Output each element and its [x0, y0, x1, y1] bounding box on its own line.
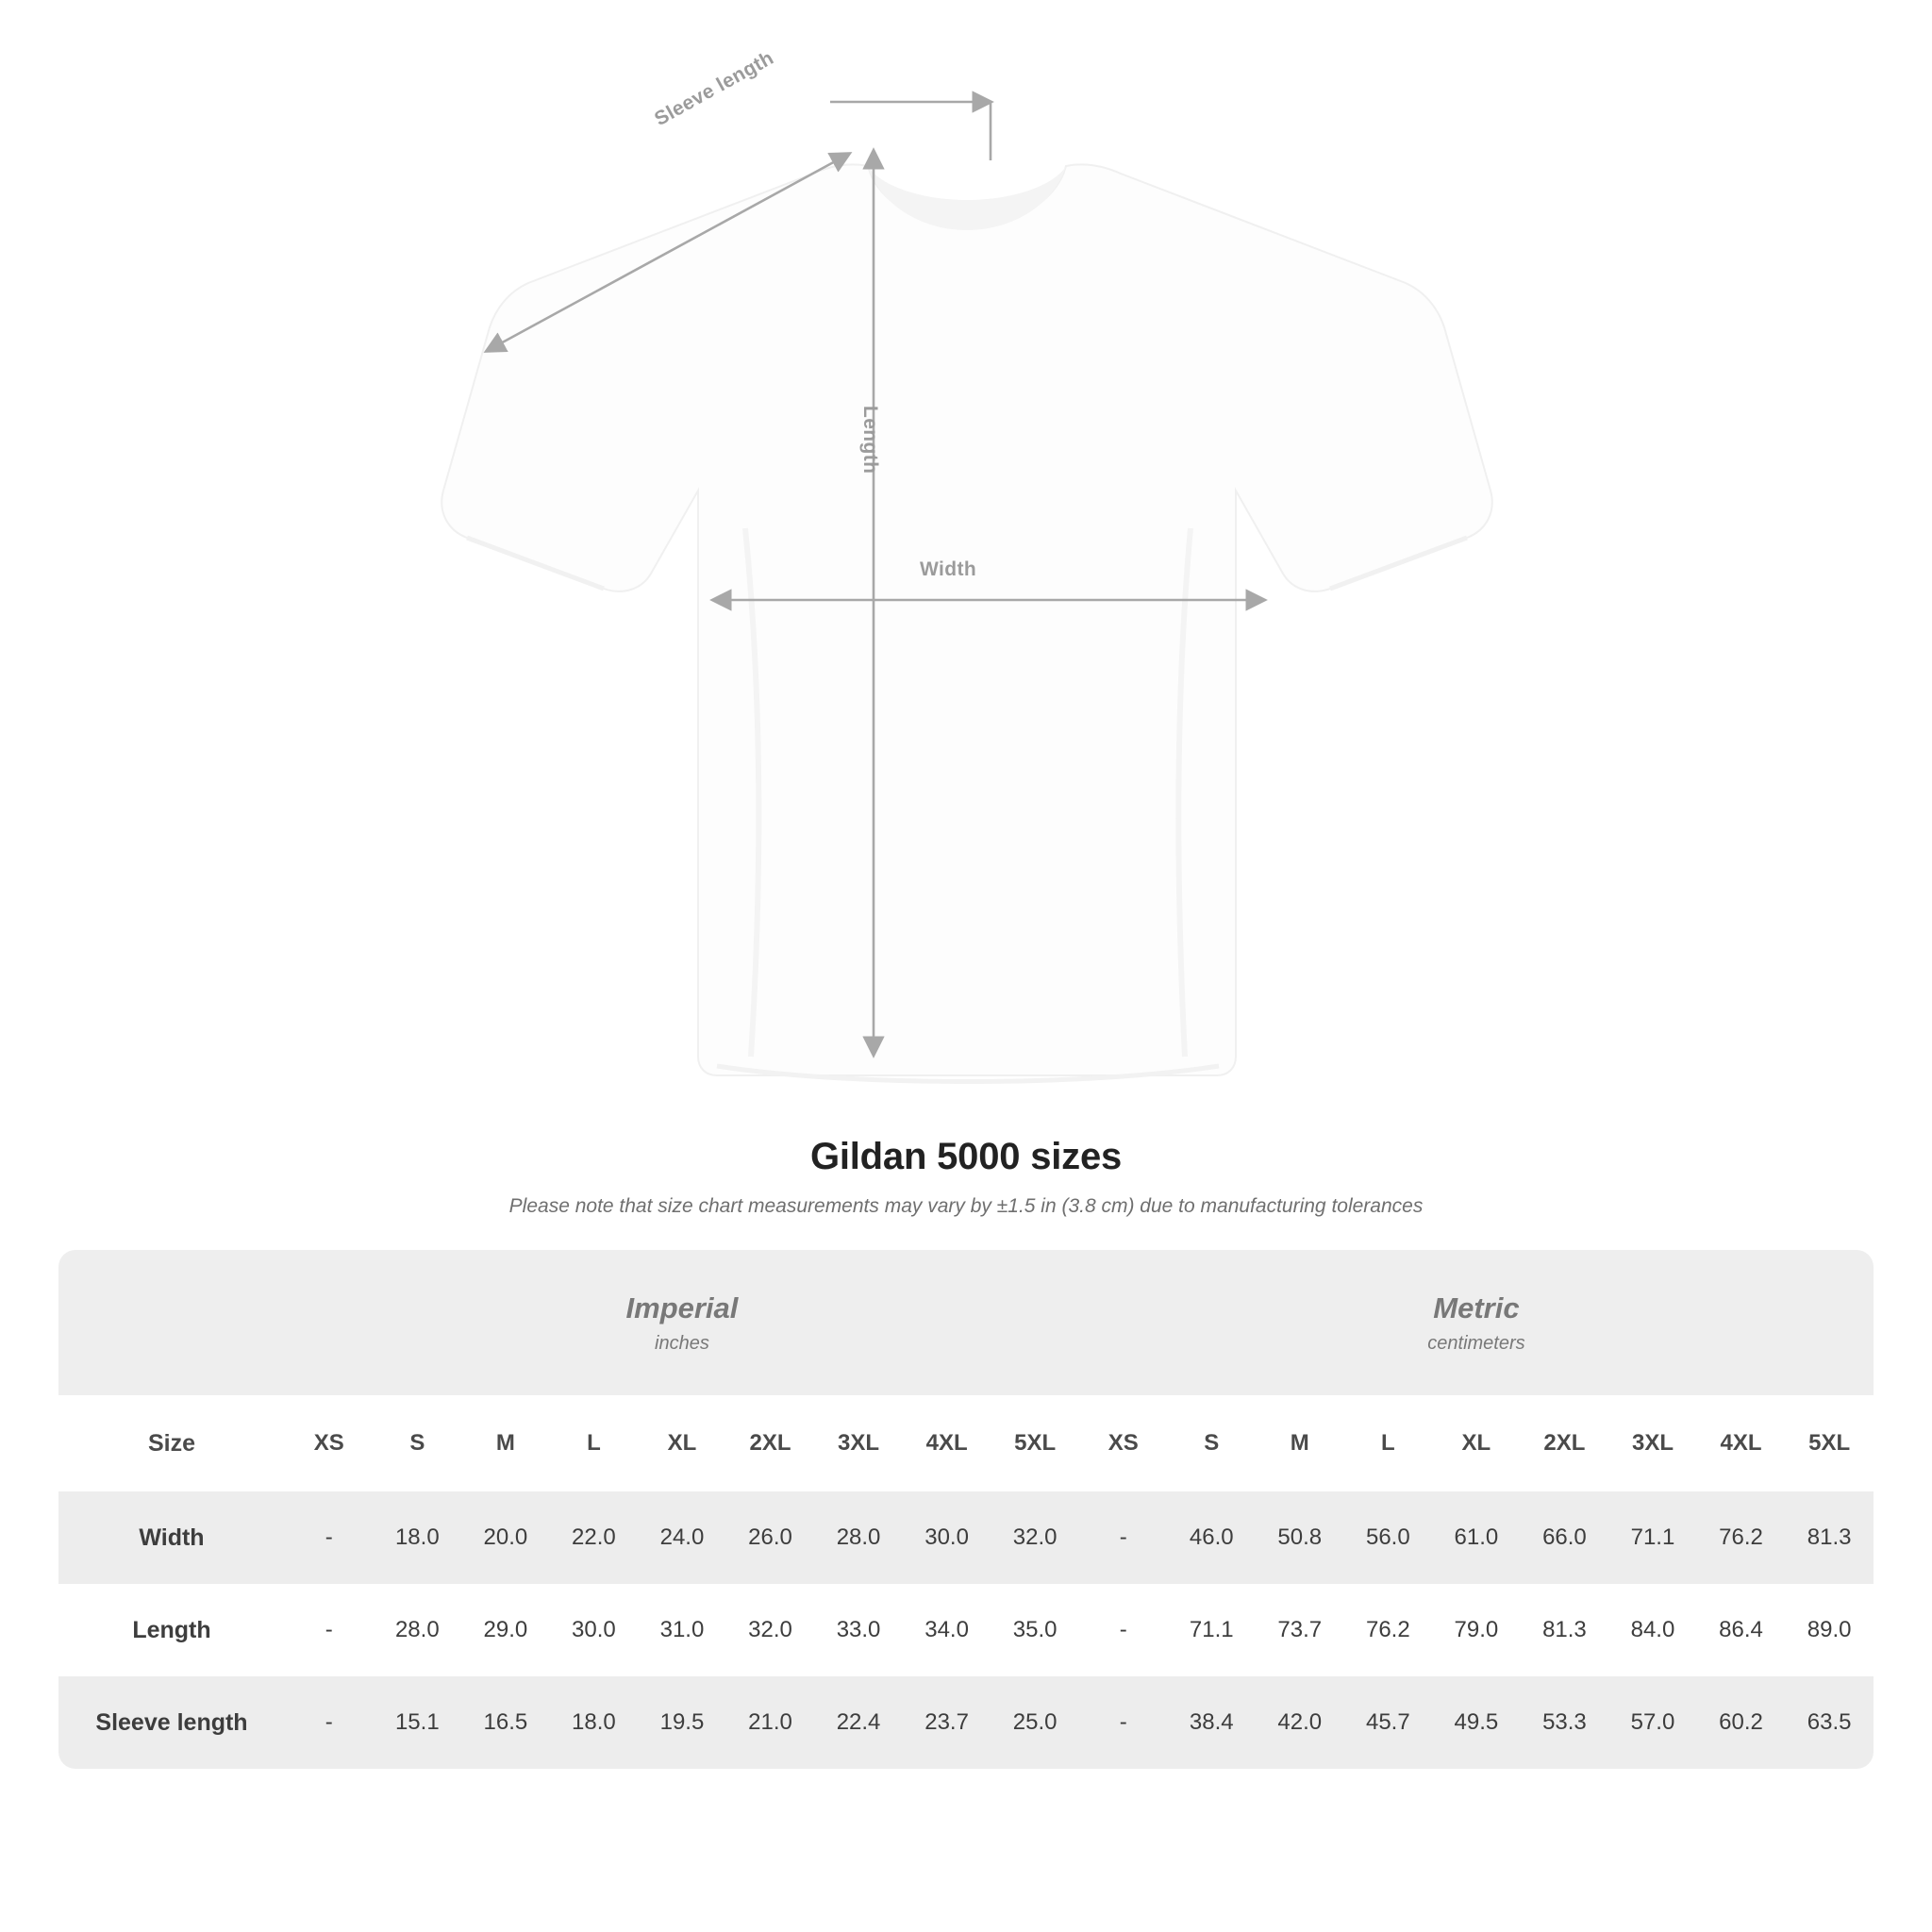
size-col-header: S: [1167, 1395, 1256, 1491]
row-header-sleeve-length: Sleeve length: [58, 1676, 285, 1769]
measurement-cell: 30.0: [903, 1491, 991, 1584]
measurement-cell: 73.7: [1256, 1584, 1344, 1676]
measurement-cell: 25.0: [991, 1676, 1079, 1769]
measurement-cell: -: [285, 1584, 374, 1676]
size-col-header: 4XL: [1697, 1395, 1786, 1491]
size-col-header: L: [550, 1395, 639, 1491]
measurement-cell: 24.0: [638, 1491, 726, 1584]
measurement-cell: 33.0: [814, 1584, 903, 1676]
table-row: [58, 1676, 1874, 1769]
measurement-cell: 16.5: [461, 1676, 550, 1769]
size-table-body: [58, 1491, 1874, 1769]
unit-header-row: [58, 1250, 1874, 1395]
size-col-header: 5XL: [991, 1395, 1079, 1491]
measurement-cell: 29.0: [461, 1584, 550, 1676]
tshirt-shape: [441, 164, 1491, 1081]
measurement-cell: 89.0: [1785, 1584, 1874, 1676]
measurement-cell: 38.4: [1167, 1676, 1256, 1769]
length-label: Length: [859, 406, 881, 475]
measurement-cell: 81.3: [1521, 1584, 1609, 1676]
measurement-cell: 66.0: [1521, 1491, 1609, 1584]
size-col-header: S: [374, 1395, 462, 1491]
size-col-header: XL: [1432, 1395, 1521, 1491]
measurement-cell: -: [285, 1676, 374, 1769]
measurement-cell: 53.3: [1521, 1676, 1609, 1769]
measurement-cell: 31.0: [638, 1584, 726, 1676]
size-col-header: 5XL: [1785, 1395, 1874, 1491]
measurement-cell: -: [285, 1491, 374, 1584]
size-col-header: M: [1256, 1395, 1344, 1491]
measurement-cell: 28.0: [814, 1491, 903, 1584]
measurement-cell: 18.0: [550, 1676, 639, 1769]
measurement-cell: 45.7: [1344, 1676, 1433, 1769]
unit-imperial-sub: inches: [655, 1332, 709, 1354]
table-row: [58, 1491, 1874, 1584]
measurement-cell: 32.0: [726, 1584, 815, 1676]
measurement-cell: 15.1: [374, 1676, 462, 1769]
sleeve-length-label: Sleeve length: [651, 46, 778, 131]
page-title: Gildan 5000 sizes: [809, 1136, 1123, 1177]
size-col-header: 2XL: [726, 1395, 815, 1491]
unit-imperial-name: Imperial: [625, 1291, 739, 1324]
size-col-header: XS: [285, 1395, 374, 1491]
measurement-cell: -: [1079, 1491, 1168, 1584]
size-col-header: 3XL: [814, 1395, 903, 1491]
measurement-cell: 20.0: [461, 1491, 550, 1584]
measurement-cell: 42.0: [1256, 1676, 1344, 1769]
measurement-cell: -: [1079, 1676, 1168, 1769]
measurement-cell: 49.5: [1432, 1676, 1521, 1769]
measurement-cell: 79.0: [1432, 1584, 1521, 1676]
size-header-row: [58, 1395, 1874, 1491]
size-col-header: XS: [1079, 1395, 1168, 1491]
measurement-cell: 76.2: [1697, 1491, 1786, 1584]
measurement-cell: 57.0: [1608, 1676, 1697, 1769]
measurement-cell: 28.0: [374, 1584, 462, 1676]
unit-metric-sub: centimeters: [1427, 1332, 1525, 1354]
measurement-cell: 50.8: [1256, 1491, 1344, 1584]
measurement-cell: 30.0: [550, 1584, 639, 1676]
title-block: [0, 1136, 1932, 1218]
size-col-header: L: [1344, 1395, 1433, 1491]
measurement-cell: 76.2: [1344, 1584, 1433, 1676]
size-col-header: M: [461, 1395, 550, 1491]
measurement-cell: 60.2: [1697, 1676, 1786, 1769]
measurement-cell: -: [1079, 1584, 1168, 1676]
measurement-cell: 81.3: [1785, 1491, 1874, 1584]
measurement-cell: 86.4: [1697, 1584, 1786, 1676]
measurement-cell: 35.0: [991, 1584, 1079, 1676]
size-col-header: 4XL: [903, 1395, 991, 1491]
measurement-cell: 19.5: [638, 1676, 726, 1769]
size-col-header: 2XL: [1521, 1395, 1609, 1491]
size-table-wrapper: [58, 1250, 1874, 1769]
row-header-width: Width: [58, 1491, 285, 1584]
unit-imperial-cell: [285, 1250, 1079, 1395]
size-col-header: 3XL: [1608, 1395, 1697, 1491]
measurement-cell: 71.1: [1167, 1584, 1256, 1676]
measurement-cell: 21.0: [726, 1676, 815, 1769]
measurement-cell: 61.0: [1432, 1491, 1521, 1584]
measurement-cell: 23.7: [903, 1676, 991, 1769]
table-corner-cell: [58, 1250, 285, 1395]
measurement-cell: 22.4: [814, 1676, 903, 1769]
tolerance-note: Please note that size chart measurements may vary by ±1.5 in (3.8 cm) due to manufacturing tolerances: [508, 1195, 1424, 1217]
measurement-cell: 71.1: [1608, 1491, 1697, 1584]
measurement-cell: 18.0: [374, 1491, 462, 1584]
size-table: [58, 1250, 1874, 1769]
measurement-cell: 56.0: [1344, 1491, 1433, 1584]
measurement-cell: 46.0: [1167, 1491, 1256, 1584]
row-header-length: Length: [58, 1584, 285, 1676]
size-col-header: XL: [638, 1395, 726, 1491]
measurement-cell: 22.0: [550, 1491, 639, 1584]
measurement-cell: 63.5: [1785, 1676, 1874, 1769]
size-header-label: Size: [58, 1395, 285, 1491]
width-label: Width: [920, 558, 977, 580]
measurement-cell: 32.0: [991, 1491, 1079, 1584]
unit-metric-name: Metric: [1433, 1291, 1520, 1324]
unit-metric-cell: [1079, 1250, 1874, 1395]
measurement-cell: 26.0: [726, 1491, 815, 1584]
measurement-cell: 84.0: [1608, 1584, 1697, 1676]
table-row: [58, 1584, 1874, 1676]
measurement-cell: 34.0: [903, 1584, 991, 1676]
